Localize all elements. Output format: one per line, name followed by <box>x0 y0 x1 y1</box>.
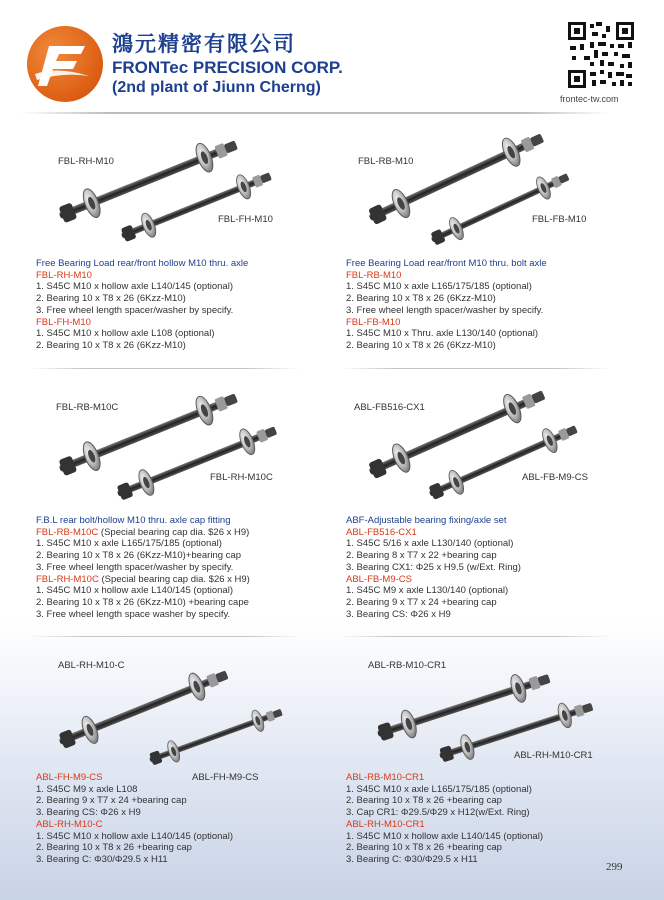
image-label: FBL-RB-M10 <box>358 156 414 167</box>
logo-f-mark <box>27 26 103 102</box>
spec-line: 2. Bearing 10 x T8 x 26 (6Kzz-M10) <box>36 293 186 305</box>
spec-line: 3. Free wheel length spacer/washer by specify. <box>36 304 234 316</box>
panel-title: Free Bearing Load rear/front M10 thru. bolt axle <box>346 258 547 269</box>
product-code: FBL-RB-M10C <box>36 526 99 538</box>
section-divider <box>340 636 610 637</box>
image-label: FBL-RH-M10 <box>58 156 114 167</box>
product-panel-abl-hollow-cap <box>30 644 330 884</box>
spec-line: 1. S45C M10 x hollow axle L108 (optional) <box>36 328 215 340</box>
spec-line: 1. S45C M10 x hollow axle L140/145 (optional) <box>346 830 543 842</box>
product-panel-fbl-cap <box>30 374 330 634</box>
axle-product-image <box>50 374 320 509</box>
product-panel-fbl-hollow <box>30 118 330 363</box>
spec-line: 2. Bearing 8 x T7 x 22 +bearing cap <box>346 550 497 562</box>
panel-title: Free Bearing Load rear/front hollow M10 thru. axle <box>36 258 249 269</box>
image-label: ABL-FB-M9-CS <box>522 472 588 483</box>
company-name-english: FRONTec PRECISION CORP. <box>112 58 343 77</box>
spec-line: 2. Bearing 10 x T8 x 26 +bearing cap <box>346 842 502 854</box>
spec-line: 3. Free wheel length spacer/washer by specify. <box>346 304 544 316</box>
product-description <box>346 258 547 352</box>
product-code: FBL-FB-M10 <box>346 316 401 328</box>
product-code: ABL-FB516-CX1 <box>346 526 417 538</box>
qr-code-icon <box>568 22 634 88</box>
spec-line: 3. Free wheel length spacer/washer by specify. <box>36 561 234 573</box>
product-code: ABL-RH-M10-C <box>36 818 103 830</box>
spec-line: 2. Bearing 10 x T8 x 26 (6Kzz-M10)+bearing cap <box>36 550 241 562</box>
product-code: FBL-RH-M10C <box>36 573 99 585</box>
spec-line: 1. S45C M10 x hollow axle L140/145 (optional) <box>36 830 233 842</box>
product-panel-abl-cr1 <box>340 644 640 884</box>
header-divider <box>20 112 610 114</box>
spec-line: 2. Bearing 10 x T8 x 26 (6Kzz-M10) +bearing cape <box>36 596 249 608</box>
image-label: FBL-RB-M10C <box>56 402 119 413</box>
product-description <box>346 515 521 620</box>
spec-line: 1. S45C M10 x hollow axle L140/145 (optional) <box>36 281 233 293</box>
spec-line: 2. Bearing 10 x T8 x 26 (6Kzz-M10) <box>346 293 496 305</box>
spec-line: 1. S45C M10 x axle L165/175/185 (optional) <box>346 281 532 293</box>
spec-line: 1. S45C M10 x Thru. axle L130/140 (optional) <box>346 328 539 340</box>
spec-line: 2. Bearing 9 x T7 x 24 +bearing cap <box>346 596 497 608</box>
spec-line: 2. Bearing 10 x T8 x 26 +bearing cap <box>346 795 502 807</box>
image-label: ABL-FB516-CX1 <box>354 402 425 413</box>
company-logo <box>27 26 103 102</box>
section-divider <box>30 368 300 369</box>
image-label: FBL-FH-M10 <box>218 214 273 225</box>
axle-product-image <box>50 118 320 253</box>
section-divider <box>340 368 610 369</box>
spec-line: 3. Free wheel length space washer by specify. <box>36 608 231 620</box>
image-label: FBL-RH-M10C <box>210 472 273 483</box>
axle-product-image <box>350 374 620 509</box>
image-label: ABL-RB-M10-CR1 <box>368 660 447 671</box>
image-label: FBL-FB-M10 <box>532 214 587 225</box>
spec-line: 1. S45C M10 x axle L165/175/185 (optional) <box>36 538 222 550</box>
product-code: FBL-RH-M10 <box>36 269 92 281</box>
company-name-chinese: 鴻元精密有限公司 <box>112 32 296 56</box>
product-code-note: (Special bearing cap dia. $26 x H9) <box>98 573 250 585</box>
product-description <box>36 258 248 352</box>
product-code: ABL-RH-M10-CR1 <box>346 818 425 830</box>
spec-line: 1. S45C M10 x hollow axle L140/145 (optional) <box>36 585 233 597</box>
panel-title: F.B.L rear bolt/hollow M10 thru. axle cap fitting <box>36 515 231 526</box>
spec-line: 1. S45C M10 x axle L165/175/185 (optional) <box>346 783 532 795</box>
spec-line: 3. Bearing CS: Φ26 x H9 <box>346 608 451 620</box>
spec-line: 3. Cap CR1: Φ29.5/Φ29 x H12(w/Ext. Ring) <box>346 807 530 819</box>
spec-line: 2. Bearing 10 x T8 x 26 +bearing cap <box>36 842 192 854</box>
product-code: FBL-FH-M10 <box>36 316 91 328</box>
spec-line: 2. Bearing 10 x T8 x 26 (6Kzz-M10) <box>36 339 186 351</box>
spec-line: 3. Bearing CS: Φ26 x H9 <box>36 807 141 819</box>
product-panel-abl-adjustable <box>340 374 640 634</box>
spec-line: 3. Bearing C: Φ30/Φ29.5 x H11 <box>346 853 478 865</box>
spec-line: 1. S45C 5/16 x axle L130/140 (optional) <box>346 538 514 550</box>
product-description <box>36 772 233 866</box>
spec-line: 3. Bearing C: Φ30/Φ29.5 x H11 <box>36 853 168 865</box>
company-subtitle: (2nd plant of Jiunn Cherng) <box>112 79 321 96</box>
product-panel-fbl-bolt <box>340 118 640 363</box>
section-divider <box>30 636 300 637</box>
product-code: ABL-RB-M10-CR1 <box>346 772 425 783</box>
axle-product-image <box>350 118 620 253</box>
image-label: ABL-FH-M9-CS <box>192 772 259 783</box>
spec-line: 2. Bearing 9 x T7 x 24 +bearing cap <box>36 795 187 807</box>
page-number: 299 <box>606 861 623 873</box>
spec-line: 2. Bearing 10 x T8 x 26 (6Kzz-M10) <box>346 339 496 351</box>
product-code: ABL-FB-M9-CS <box>346 573 412 585</box>
spec-line: 3. Bearing CX1: Φ25 x H9.5 (w/Ext. Ring) <box>346 561 521 573</box>
product-code-note: (Special bearing cap dia. $26 x H9) <box>98 526 250 538</box>
spec-line: 1. S45C M9 x axle L130/140 (optional) <box>346 585 509 597</box>
product-description <box>346 772 543 866</box>
image-label: ABL-RH-M10-CR1 <box>514 750 593 761</box>
product-code: ABL-FH-M9-CS <box>36 772 103 783</box>
panel-title: ABF-Adjustable bearing fixing/axle set <box>346 515 507 526</box>
image-label: ABL-RH-M10-C <box>58 660 125 671</box>
website-link[interactable]: frontec-tw.com <box>560 94 619 104</box>
product-description <box>36 515 250 620</box>
spec-line: 1. S45C M9 x axle L108 <box>36 783 138 795</box>
product-code: FBL-RB-M10 <box>346 269 402 281</box>
